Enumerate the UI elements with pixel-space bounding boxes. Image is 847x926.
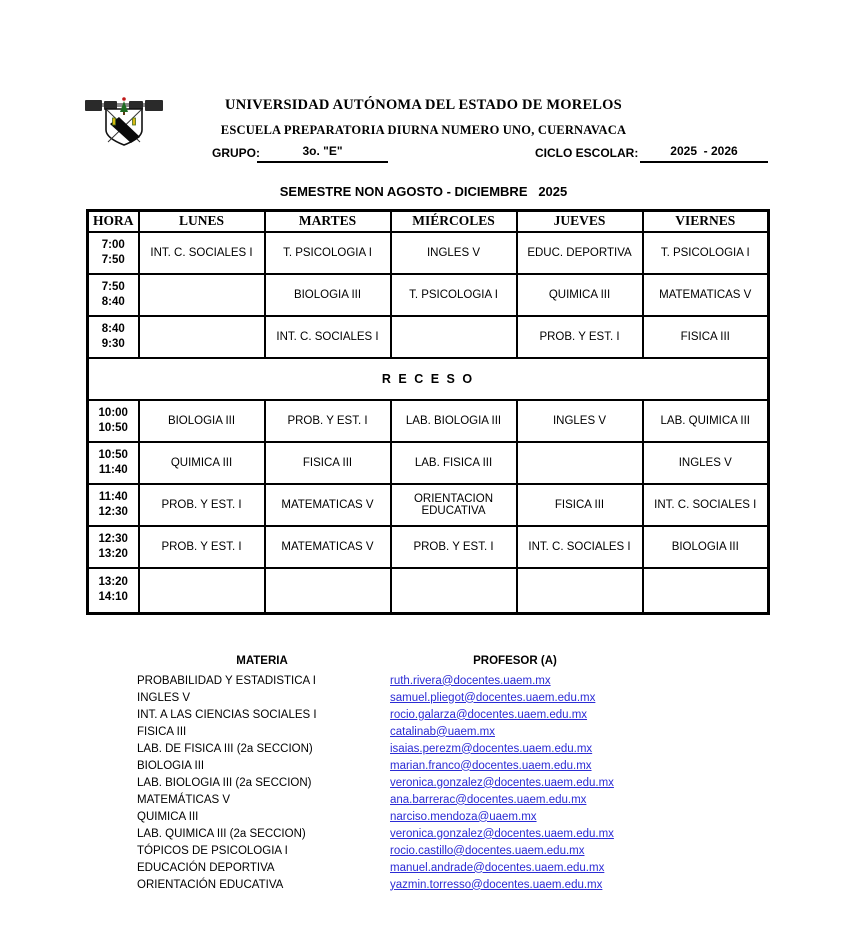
profesor-email-link[interactable]: ana.barrerac@docentes.uaem.edu.mx <box>390 793 587 806</box>
receso-row <box>88 358 769 400</box>
profesor-email-link[interactable]: narciso.mendoza@uaem.mx <box>390 810 537 823</box>
subject-cell: INT. C. SOCIALES I <box>265 316 391 358</box>
subject-cell: FISICA III <box>643 316 769 358</box>
schedule-row <box>88 568 769 614</box>
faculty-row <box>137 757 614 774</box>
subject-cell: T. PSICOLOGIA I <box>391 274 517 316</box>
column-header-jueves: JUEVES <box>517 211 643 232</box>
subject-cell: INT. C. SOCIALES I <box>517 526 643 568</box>
faculty-row <box>137 706 614 723</box>
schedule-row <box>88 400 769 442</box>
profesor-email-link[interactable]: veronica.gonzalez@docentes.uaem.edu.mx <box>390 827 614 840</box>
time-slot: 13:20 14:10 <box>88 568 139 614</box>
subject-cell: QUIMICA III <box>517 274 643 316</box>
subject-cell: BIOLOGIA III <box>139 400 265 442</box>
time-slot: 12:30 13:20 <box>88 526 139 568</box>
column-header-martes: MARTES <box>265 211 391 232</box>
schedule-row <box>88 484 769 526</box>
subject-cell: INGLES V <box>391 232 517 274</box>
faculty-row <box>137 740 614 757</box>
subject-cell: PROB. Y EST. I <box>391 526 517 568</box>
subject-cell: BIOLOGIA III <box>643 526 769 568</box>
materia-name: PROBABILIDAD Y ESTADISTICA I <box>137 674 316 687</box>
schedule-row <box>88 442 769 484</box>
subject-cell: LAB. QUIMICA III <box>643 400 769 442</box>
faculty-row <box>137 842 614 859</box>
subject-cell: PROB. Y EST. I <box>265 400 391 442</box>
empty-cell <box>139 568 265 614</box>
subject-cell: LAB. FISICA III <box>391 442 517 484</box>
column-header-hora: HORA <box>88 211 139 232</box>
materia-name: INGLES V <box>137 691 191 704</box>
schedule-row <box>88 232 769 274</box>
empty-cell <box>265 568 391 614</box>
time-slot: 10:50 11:40 <box>88 442 139 484</box>
subject-cell: T. PSICOLOGIA I <box>643 232 769 274</box>
time-slot: 8:40 9:30 <box>88 316 139 358</box>
column-header-miercoles: MIÉRCOLES <box>391 211 517 232</box>
subject-cell: T. PSICOLOGIA I <box>265 232 391 274</box>
time-slot: 7:50 8:40 <box>88 274 139 316</box>
column-header-viernes: VIERNES <box>643 211 769 232</box>
subject-cell: FISICA III <box>265 442 391 484</box>
materia-name: QUIMICA III <box>137 810 199 823</box>
subject-cell: PROB. Y EST. I <box>139 484 265 526</box>
faculty-list <box>137 672 614 893</box>
profesor-email-link[interactable]: veronica.gonzalez@docentes.uaem.edu.mx <box>390 776 614 789</box>
faculty-row <box>137 808 614 825</box>
profesor-email-link[interactable]: yazmin.torresso@docentes.uaem.edu.mx <box>390 878 603 891</box>
profesor-email-link[interactable]: rocio.castillo@docentes.uaem.edu.mx <box>390 844 585 857</box>
empty-cell <box>391 568 517 614</box>
time-slot: 7:00 7:50 <box>88 232 139 274</box>
empty-cell <box>517 442 643 484</box>
subject-cell: INT. C. SOCIALES I <box>139 232 265 274</box>
schedule-header-row <box>88 211 769 232</box>
column-header-lunes: LUNES <box>139 211 265 232</box>
subject-cell: BIOLOGIA III <box>265 274 391 316</box>
faculty-row <box>137 859 614 876</box>
empty-cell <box>391 316 517 358</box>
schedule-row <box>88 316 769 358</box>
subject-cell: PROB. Y EST. I <box>139 526 265 568</box>
profesor-email-link[interactable]: catalinab@uaem.mx <box>390 725 495 738</box>
semester-title: SEMESTRE NON AGOSTO - DICIEMBRE 2025 <box>279 184 568 199</box>
cycle-label: CICLO ESCOLAR: <box>535 146 639 160</box>
subject-cell: INGLES V <box>643 442 769 484</box>
time-slot: 10:00 10:50 <box>88 400 139 442</box>
materia-name: MATEMÁTICAS V <box>137 793 231 806</box>
subject-cell: QUIMICA III <box>139 442 265 484</box>
profesor-header: PROFESOR (A) <box>473 655 557 667</box>
university-name: UNIVERSIDAD AUTÓNOMA DEL ESTADO DE MORELOS <box>225 97 622 113</box>
subject-cell: ORIENTACION EDUCATIVA <box>391 484 517 526</box>
subject-cell: MATEMATICAS V <box>265 526 391 568</box>
faculty-row <box>137 791 614 808</box>
group-label: GRUPO: <box>212 146 260 160</box>
materia-name: TÓPICOS DE PSICOLOGIA I <box>137 844 288 857</box>
subject-cell: MATEMATICAS V <box>265 484 391 526</box>
profesor-email-link[interactable]: rocio.galarza@docentes.uaem.edu.mx <box>390 708 588 721</box>
cycle-value: 2025 - 2026 <box>640 144 768 163</box>
materia-name: EDUCACIÓN DEPORTIVA <box>137 861 275 874</box>
empty-cell <box>517 568 643 614</box>
subject-cell: EDUC. DEPORTIVA <box>517 232 643 274</box>
faculty-row <box>137 689 614 706</box>
subject-cell: INGLES V <box>517 400 643 442</box>
schedule-row <box>88 274 769 316</box>
subject-cell: PROB. Y EST. I <box>517 316 643 358</box>
faculty-row <box>137 672 614 689</box>
faculty-row <box>137 825 614 842</box>
subject-cell: LAB. BIOLOGIA III <box>391 400 517 442</box>
profesor-email-link[interactable]: marian.franco@docentes.uaem.edu.mx <box>390 759 592 772</box>
faculty-row <box>137 774 614 791</box>
materia-name: FISICA III <box>137 725 187 738</box>
materia-name: INT. A LAS CIENCIAS SOCIALES I <box>137 708 317 721</box>
subject-cell: INT. C. SOCIALES I <box>643 484 769 526</box>
materia-name: ORIENTACIÓN EDUCATIVA <box>137 878 284 891</box>
empty-cell <box>139 316 265 358</box>
faculty-row <box>137 723 614 740</box>
schedule-row <box>88 526 769 568</box>
materia-name: LAB. BIOLOGIA III (2a SECCION) <box>137 776 312 789</box>
schedule-body <box>88 232 769 614</box>
materia-header: MATERIA <box>236 655 288 667</box>
faculty-row <box>137 876 614 893</box>
materia-name: BIOLOGIA III <box>137 759 205 772</box>
receso-label: R E C E S O <box>88 358 769 400</box>
profesor-email-link[interactable]: isaias.perezm@docentes.uaem.edu.mx <box>390 742 593 755</box>
profesor-email-link[interactable]: ruth.rivera@docentes.uaem.mx <box>390 674 551 687</box>
time-slot: 11:40 12:30 <box>88 484 139 526</box>
profesor-email-link[interactable]: samuel.pliegot@docentes.uaem.edu.mx <box>390 691 596 704</box>
materia-name: LAB. DE FISICA III (2a SECCION) <box>137 742 313 755</box>
group-value: 3o. "E" <box>257 144 388 163</box>
materia-name: LAB. QUIMICA III (2a SECCION) <box>137 827 306 840</box>
profesor-email-link[interactable]: manuel.andrade@docentes.uaem.edu.mx <box>390 861 605 874</box>
school-name: ESCUELA PREPARATORIA DIURNA NUMERO UNO, CUERNAVACA <box>220 123 627 137</box>
empty-cell <box>643 568 769 614</box>
subject-cell: FISICA III <box>517 484 643 526</box>
empty-cell <box>139 274 265 316</box>
subject-cell: MATEMATICAS V <box>643 274 769 316</box>
schedule-table <box>86 209 770 615</box>
